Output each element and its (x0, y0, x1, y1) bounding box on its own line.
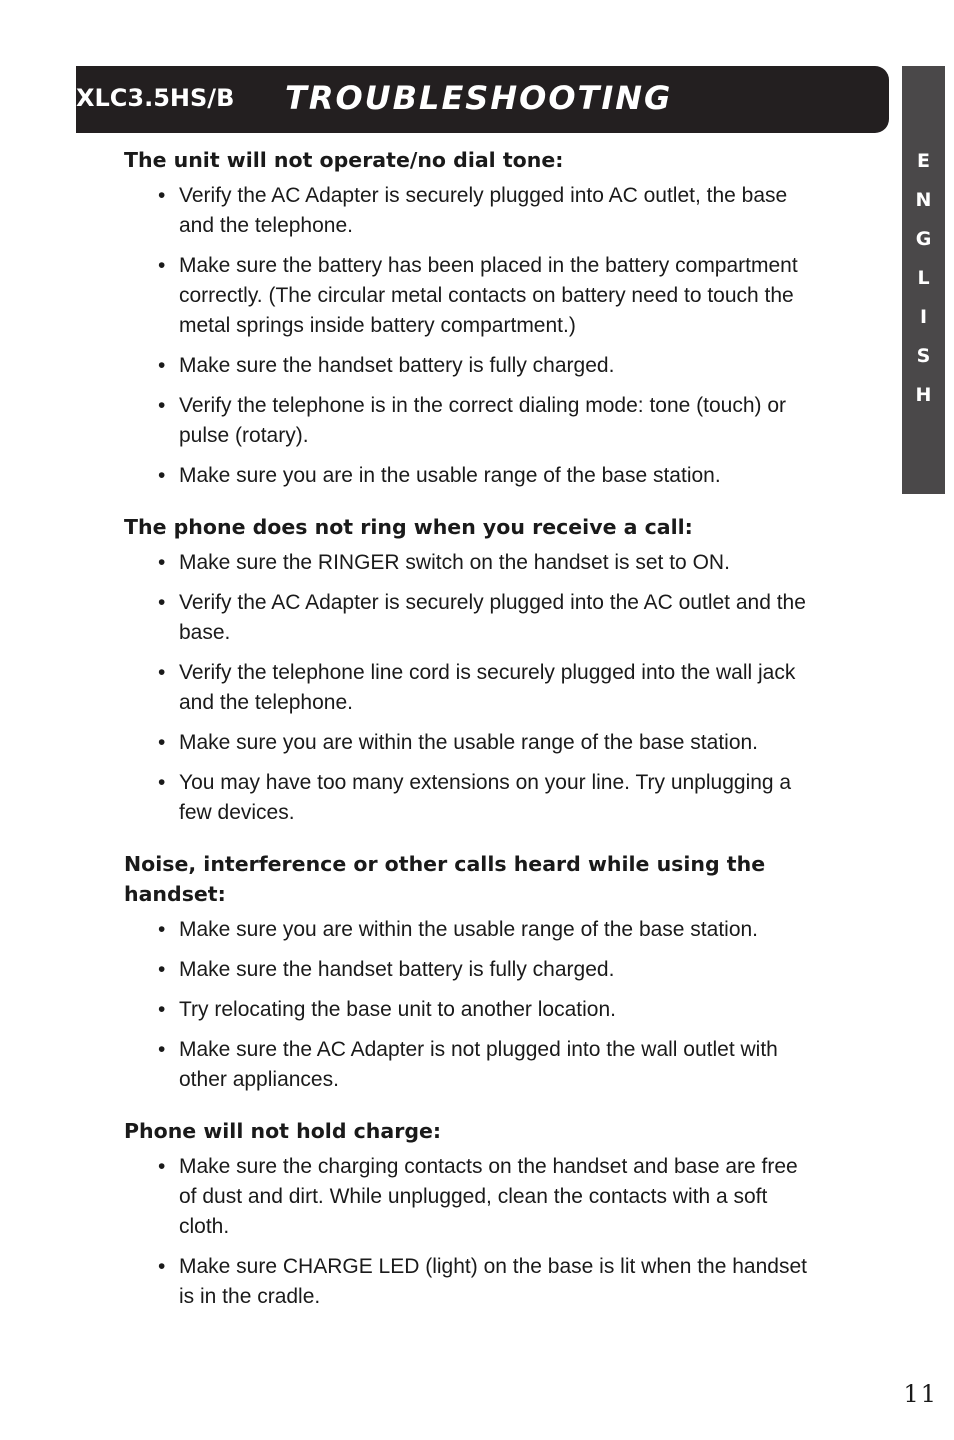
list-item: • Make sure CHARGE LED (light) on the base is lit when the handset is in the cradle. (158, 1252, 814, 1312)
list-item: • Make sure you are within the usable range of the base station. (158, 915, 814, 945)
list-item: • Verify the AC Adapter is securely plugged into AC outlet, the base and the telephone. (158, 181, 814, 241)
section-no-ring (124, 512, 814, 828)
list-item: • Make sure the AC Adapter is not plugged into the wall outlet with other appliances. (158, 1035, 814, 1095)
model-number: XLC3.5HS/B (76, 84, 235, 112)
bullet-list (124, 1152, 814, 1313)
list-item: • Make sure the battery has been placed in the battery compartment correctly. (The circular metal contacts on battery need to touch the metal springs inside battery compartment.) (158, 251, 814, 342)
list-item: • Make sure the RINGER switch on the handset is set to ON. (158, 548, 814, 578)
list-item: • Make sure you are in the usable range of the base station. (158, 461, 814, 491)
list-item: • Verify the telephone line cord is securely plugged into the wall jack and the telephone. (158, 658, 814, 718)
list-item: • Make sure the charging contacts on the handset and base are free of dust and dirt. While unplugged, clean the contacts with a soft cloth. (158, 1152, 814, 1243)
language-letter: G (915, 228, 932, 250)
bullet-list (124, 548, 814, 828)
language-tab-letters (902, 142, 945, 415)
language-letter: S (916, 345, 931, 367)
language-letter: N (915, 189, 932, 211)
list-item: • Verify the telephone is in the correct dialing mode: tone (touch) or pulse (rotary). (158, 391, 814, 451)
section-heading: The unit will not operate/no dial tone: (124, 148, 564, 172)
list-item: • Make sure the handset battery is fully charged. (158, 955, 814, 985)
language-letter: H (915, 384, 932, 406)
language-letter: I (919, 306, 928, 328)
section-heading: Noise, interference or other calls heard while using the handset: (124, 852, 766, 907)
troubleshooting-content (124, 145, 814, 1334)
section-heading: Phone will not hold charge: (124, 1119, 442, 1143)
page-number: 11 (903, 1380, 938, 1408)
bullet-list (124, 181, 814, 491)
bullet-list (124, 915, 814, 1095)
list-item: • Make sure you are within the usable range of the base station. (158, 728, 814, 758)
section-heading: The phone does not ring when you receive a call: (124, 515, 693, 540)
page-header (76, 66, 889, 133)
list-item: • Make sure the handset battery is fully charged. (158, 351, 814, 381)
list-item: • You may have too many extensions on your line. Try unplugging a few devices. (158, 768, 814, 828)
language-letter: L (917, 267, 930, 289)
section-noise-interference (124, 849, 814, 1095)
section-hold-charge (124, 1116, 814, 1313)
section-no-dial-tone (124, 145, 814, 491)
page-title: TROUBLESHOOTING (285, 79, 673, 117)
language-tab (902, 66, 945, 494)
language-letter: E (917, 150, 930, 172)
list-item: • Try relocating the base unit to another location. (158, 995, 814, 1025)
list-item: • Verify the AC Adapter is securely plugged into the AC outlet and the base. (158, 588, 814, 648)
